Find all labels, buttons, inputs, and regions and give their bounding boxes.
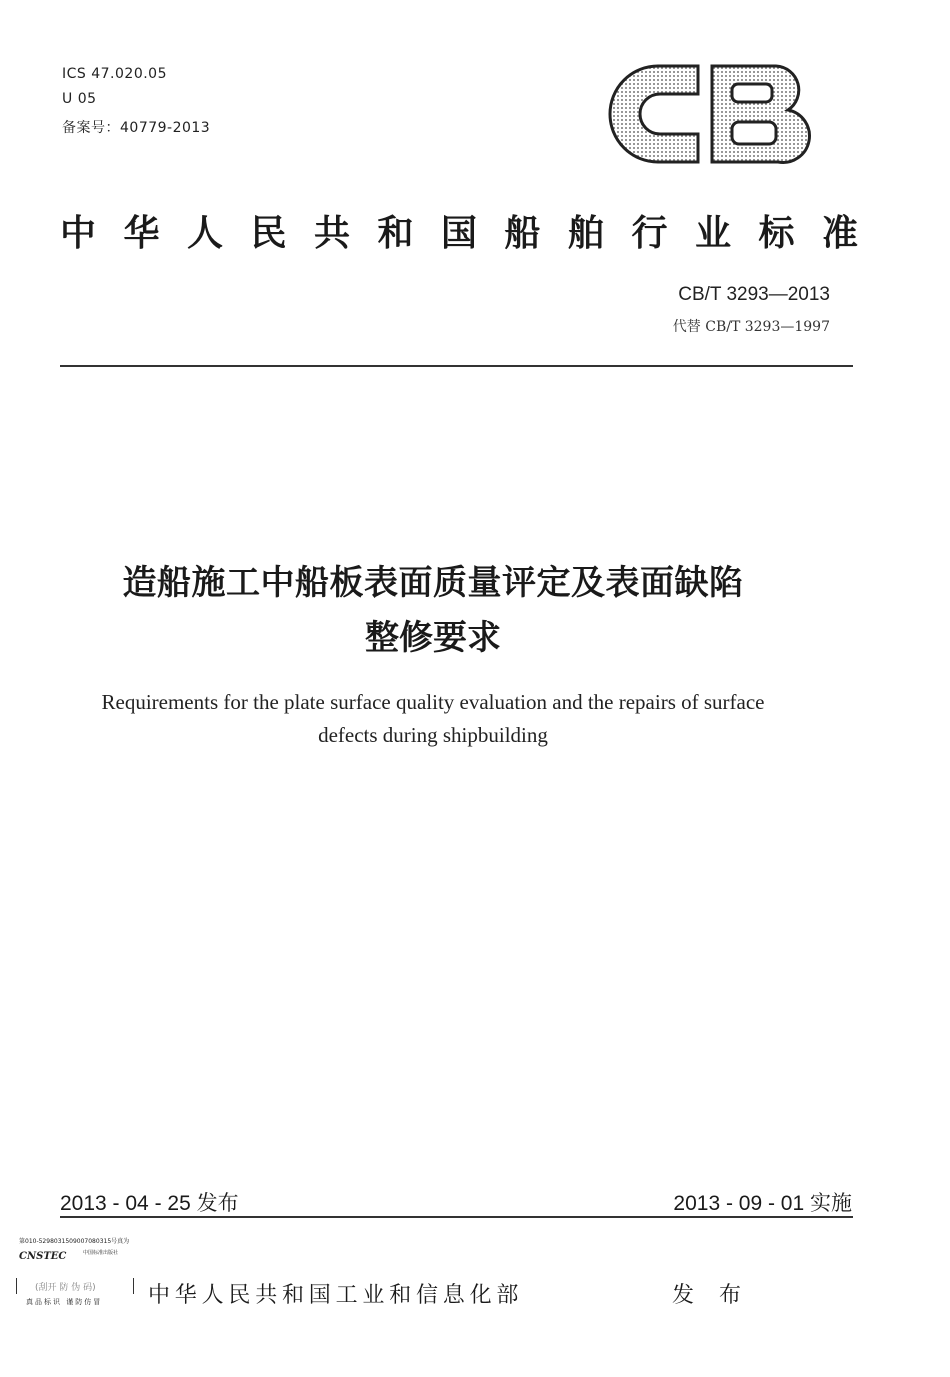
chinese-title-line-1: 造船施工中船板表面质量评定及表面缺陷 — [122, 563, 744, 603]
english-title-line-1: Requirements for the plate surface quality evaluation and the repairs of surface — [101, 690, 765, 714]
cnstec-subtitle: 中国标准出版社 — [83, 1250, 119, 1256]
issue-date: 2013 - 04 - 25 发布 — [60, 1192, 239, 1215]
cb-logo — [608, 62, 812, 166]
cnstec-mark: CNSTEC — [19, 1251, 67, 1262]
header-divider — [60, 365, 853, 367]
anti-fake-caption: 真品标识 谨防仿冒 — [26, 1298, 103, 1306]
chinese-title-line-2: 整修要求 — [365, 618, 501, 658]
ics-code: ICS 47.020.05 — [62, 66, 167, 82]
anti-fake-serial: 第010-5298031509007080315号真为 — [19, 1238, 130, 1245]
implementation-date: 2013 - 09 - 01 实施 — [673, 1192, 852, 1215]
footer-divider — [60, 1216, 853, 1218]
publish-label: 发 布 — [672, 1283, 750, 1308]
replaces-standard: 代替 CB/T 3293—1997 — [672, 319, 830, 335]
anti-fake-label: (刮开 防 伪 码) — [35, 1283, 96, 1293]
classification-code: U 05 — [62, 91, 97, 107]
filing-number: 备案号：40779-2013 — [62, 120, 211, 136]
anti-fake-scratch-box — [16, 1278, 134, 1294]
standard-number: CB/T 3293—2013 — [678, 284, 830, 305]
industry-standard-title: 中华人民共和国船舶行业标准 — [60, 213, 886, 254]
english-title-line-2: defects during shipbuilding — [318, 723, 548, 747]
cnstec-logo — [19, 1247, 129, 1275]
publisher-name: 中华人民共和国工业和信息化部 — [148, 1283, 524, 1308]
